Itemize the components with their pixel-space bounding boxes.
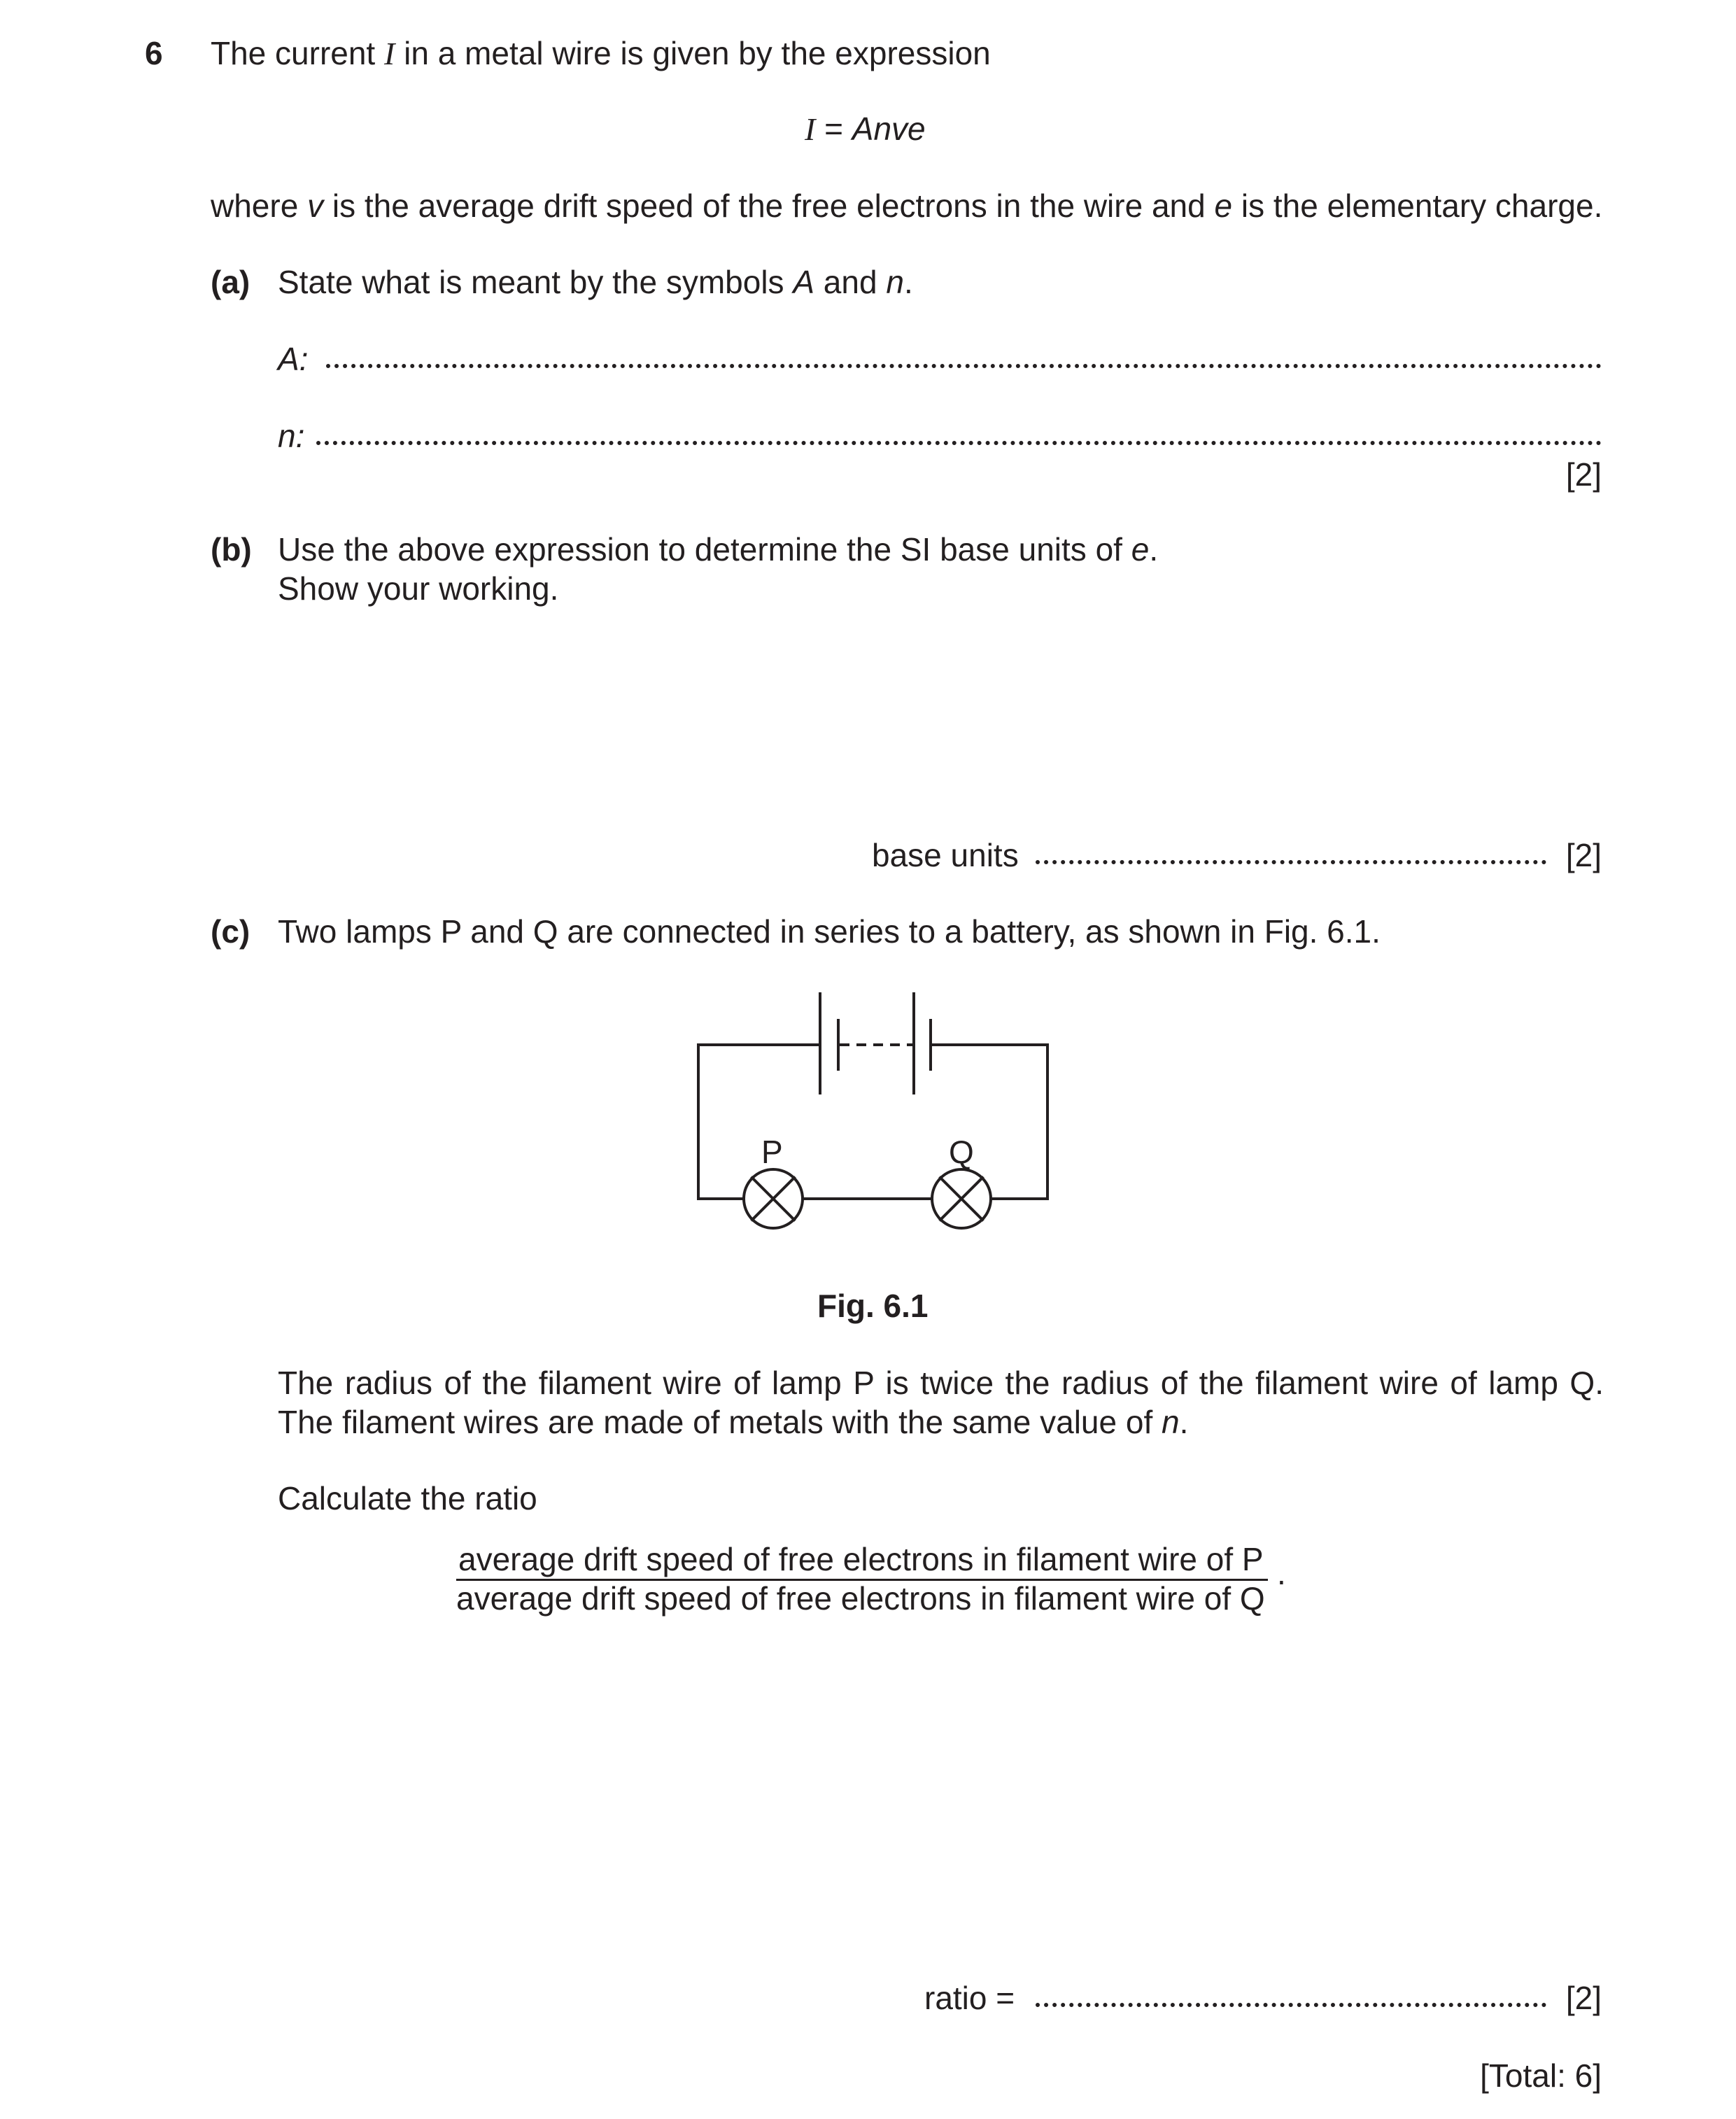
part-a-label: (a) <box>211 264 250 300</box>
intro-text-1: The current <box>211 35 384 71</box>
where-symbol-e: e <box>1214 188 1233 224</box>
wire-right <box>931 1045 1047 1199</box>
where-text-1: where <box>211 188 308 224</box>
intro-text-2: in a metal wire is given by the expression <box>395 35 991 71</box>
question-number: 6 <box>145 35 163 71</box>
para2-symbol-n: n <box>1162 1404 1180 1440</box>
where-symbol-v: v <box>307 188 324 224</box>
part-a-text-2: and <box>814 264 887 300</box>
part-c-paragraph-1: The radius of the filament wire of lamp P is twice the radius of the filament wire of lamp Q. <box>278 1365 1604 1401</box>
ratio-numerator: average drift speed of free electrons in filament wire of P <box>458 1541 1264 1577</box>
ratio-answer-line[interactable] <box>1036 2003 1546 2007</box>
equation-rhs: Anve <box>852 111 926 147</box>
part-b-symbol-e: e <box>1131 531 1150 568</box>
part-c-paragraph-2 <box>278 1402 1188 1442</box>
equation-equals: = <box>815 111 852 147</box>
part-b-prompt-2: Show your working. <box>278 570 559 607</box>
part-a-symbol-n: n <box>886 264 904 300</box>
answer-line-A-label: A: <box>278 341 309 377</box>
lamp-q-label: Q <box>949 1134 974 1170</box>
ratio-full-stop: . <box>1277 1555 1286 1591</box>
ratio-label: ratio = <box>924 1980 1015 2016</box>
part-c-marks: [2] <box>1565 1980 1602 2016</box>
part-a-text-1: State what is meant by the symbols <box>278 264 793 300</box>
part-a-marks: [2] <box>1565 456 1602 493</box>
intro-symbol-I: I <box>384 36 395 71</box>
calculate-instruction: Calculate the ratio <box>278 1480 537 1516</box>
base-units-label: base units <box>872 837 1019 873</box>
para2-text-2: . <box>1179 1404 1189 1440</box>
total-marks: [Total: 6] <box>1480 2057 1602 2094</box>
figure-caption: Fig. 6.1 <box>817 1288 929 1324</box>
part-b-text-1: Use the above expression to determine the SI base units of <box>278 531 1131 568</box>
part-a-symbol-A: A <box>793 264 815 300</box>
part-c-label: (c) <box>211 913 250 950</box>
equation-lhs: I <box>805 111 816 147</box>
where-text-2: is the average drift speed of the free electrons in the wire and <box>323 188 1215 224</box>
wire-left <box>698 1045 820 1199</box>
part-b-label: (b) <box>211 531 252 568</box>
part-b-marks: [2] <box>1565 837 1602 873</box>
where-text-3: is the elementary charge. <box>1232 188 1603 224</box>
answer-line-n-label: n: <box>278 418 305 454</box>
part-c-prompt: Two lamps P and Q are connected in series to a battery, as shown in Fig. 6.1. <box>278 913 1381 950</box>
lamp-p-label: P <box>761 1134 783 1170</box>
part-a-text-3: . <box>903 264 913 300</box>
para2-text-1: The filament wires are made of metals with the same value of <box>278 1404 1162 1440</box>
ratio-denominator: average drift speed of free electrons in filament wire of Q <box>456 1580 1265 1617</box>
part-b-text-2: . <box>1149 531 1159 568</box>
